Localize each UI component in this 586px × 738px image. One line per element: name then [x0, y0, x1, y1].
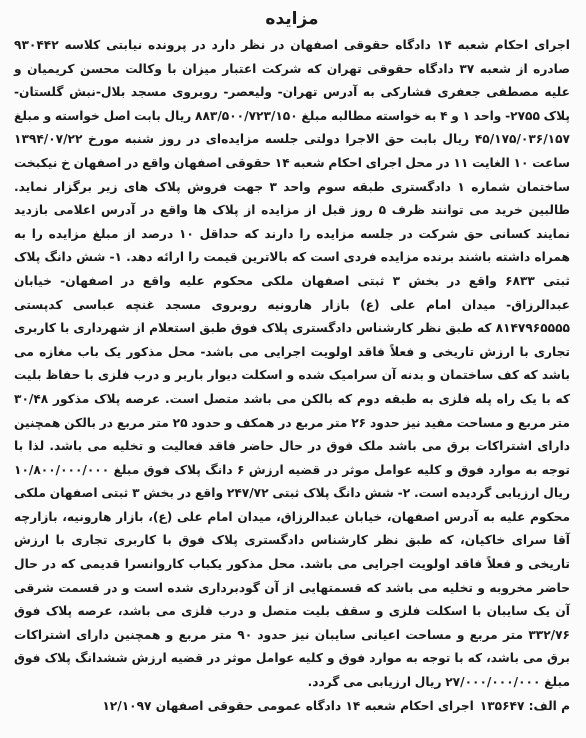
notice-text: اجرای احکام شعبه ۱۴ دادگاه حقوقی اصفهان در نظر دارد در پرونده نیابتی کلاسه ۹۳۰۴۴۲ صادره از شعبه ۳۷ دادگاه حقوقی تهران که شرکت اعتبار میزان با وکالت محسن کریمیان و علیه مصطفی جعفری فشارکی به آدرس تهران- ولیعصر- روبروی مسجد بلال-نبش گلستان- پلاک ۲۷۵۵- واحد ۱ و ۴ به خواسته مطالبه مبلغ ۸۸۳/۵۰۰/۷۲۳/۱۵۰ ریال بابت اصل خواسته و مبلغ ۴۵/۱۷۵/۰۳۶/۱۵۷ ریال بابت حق الاجرا دولتی جلسه مزایده‌ای در روز شنبه مورخ ۱۳۹۴/۰۷/۲۲ ساعت ۱۰ الغایت ۱۱ در محل اجرای احکام شعبه ۱۴ حقوقی اصفهان واقع در اصفهان خ نیکبخت ساختمان شماره ۱ دادگستری طبقه سوم واحد ۳ جهت فروش پلاک های زیر برگزار نماید. طالبین خرید می توانند ظرف ۵ روز قبل از مزایده از پلاک ها واقع در آدرس اعلامی بازدید نمایند کسانی حق شرکت در جلسه مزایده را دارند که حداقل ۱۰ درصد از مبلغ مزایده را به همراه داشته باشند برنده مزایده فردی است که بالاترین قیمت را ارائه دهد. ۱- شش دانگ پلاک ثبتی ۶۸۳۳ واقع در بخش ۳ ثبتی اصفهان ملکی محکوم علیه واقع در اصفهان- خیابان عبدالرزاق- میدان امام علی (ع) بازار هارونیه روبروی مسجد غنچه عباسی کدپستی ۸۱۴۷۹۶۵۵۵۵ که طبق نظر کارشناس دادگستری پلاک فوق طبق استعلام از شهرداری با کاربری تجاری با ارزش تاریخی و فعلاً فاقد اولویت اجرایی می باشد- محل مذکور یک باب مغازه می باشد که کف ساختمان و بدنه آن سرامیک شده و اسکلت دیوار باربر و درب فلزی با حفاظ بلیت که با یک راه پله فلزی به طبقه دوم که بالکن می باشد متصل است. عرصه پلاک مذکور ۳۰/۴۸ متر مربع و مساحت مفید نیز حدود ۲۶ متر مربع در همکف و حدود ۲۵ متر مربع در بالکن همچنین دارای اشتراکات برق می باشد ملک فوق در حال حاضر فاقد فعالیت و تخلیه می باشد. لذا با توجه به موارد فوق و کلیه عوامل موثر در قضیه ارزش ۶ دانگ پلاک فوق مبلغ ۱۰/۸۰۰/۰۰۰/۰۰۰ ریال ارزیابی گردیده است. ۲- شش دانگ پلاک ثبتی ۲۴۷/۷۲ واقع در بخش ۳ ثبتی اصفهان ملکی محکوم علیه به آدرس اصفهان، خیابان عبدالرزاق، میدان امام علی (ع)، بازار هارونیه، بازارچه آقا سرای خاکیان، که طبق نظر کارشناس دادگستری پلاک فوق با کاربری تجاری با ارزش تاریخی و فعلاً فاقد اولویت اجرایی می باشد. محل مذکور یکباب کاروانسرا قدیمی که در حال حاضر مخروبه و تخلیه می باشد که قسمتهایی از آن گودبرداری شده است و در قسمت شرقی آن یک سایبان با اسکلت فلزی و سقف بلیت متصل و درب فلزی می باشد، عرصه پلاک فوق ۳۳۲/۷۶ متر مربع و مساحت اعیانی سایبان نیز حدود ۹۰ متر مربع و همچنین دارای اشتراکات برق می باشد، که با توجه به موارد فوق و کلیه عوامل موثر در قضیه ارزش ششدانگ پلاک فوق مبلغ ۲۷/۰۰۰/۰۰۰/۰۰۰ ریال ارزیابی می گردد.: [14, 38, 571, 690]
notice-reference-code: م الف: ۱۳۵۶۴۷: [479, 698, 570, 713]
notice-signature: اجرای احکام شعبه ۱۴ دادگاه عمومی حقوقی اصفهان ۱۲/۱۰۹۷: [102, 698, 474, 713]
notice-body: [14, 34, 570, 695]
notice-footer: [14, 695, 570, 719]
notice-title: مزایده: [265, 9, 319, 29]
